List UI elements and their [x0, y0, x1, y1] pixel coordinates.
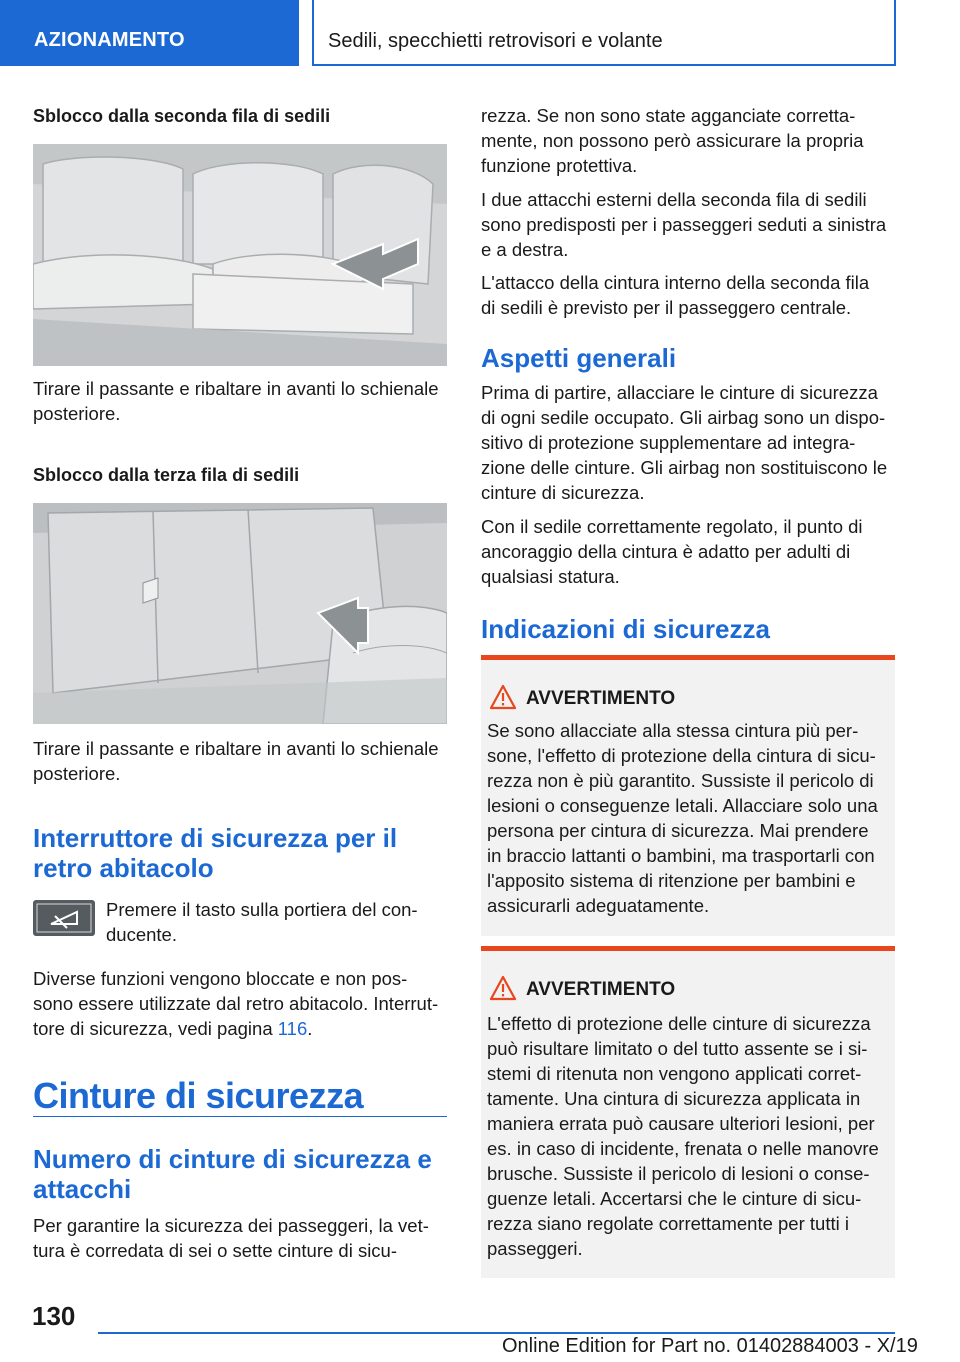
- belt-count-paragraph: Per garantire la sicurezza dei passeggeri, la vet- tura è corredata di sei o sette cinture di sicu-: [33, 1215, 429, 1261]
- continued-paragraph-1: rezza. Se non sono state agganciate corretta- mente, non possono però assicurare la propria funzione protettiva.: [481, 105, 864, 176]
- chapter-heading-seatbelts: Cinture di sicurezza: [33, 1075, 364, 1116]
- heading-belt-count: Numero di cinture di sicurezza e attacchi: [33, 1144, 432, 1204]
- warning-triangle-icon: [489, 975, 517, 1001]
- seat-illustration-third-row: [33, 503, 447, 724]
- warning-body-1: Se sono allacciate alla stessa cintura più per- sone, l'effetto di protezione della cintura di sicu- rezza non è più garantito. Sussiste il pericolo di lesioni o conseguenze letali. Allacciare solo una persona per cintura di sicurezza. Mai prendere in braccio lattanti o bambini, ma trasportarli con l'apposito sistema di ritenzione per bambini e assicurarli adeguatamente.: [487, 720, 878, 916]
- child-lock-paragraph-end: .: [307, 1018, 313, 1039]
- child-lock-instruction: Premere il tasto sulla portiera del con- ducente.: [106, 899, 418, 945]
- child-lock-paragraph-text: Diverse funzioni vengono bloccate e non pos- sono essere utilizzate dal retro abitacolo. Interrut- tore di sicurezza, vedi pagina: [33, 968, 439, 1039]
- warning-box-2: [481, 946, 895, 1278]
- chapter-tab: [312, 0, 896, 66]
- figure-second-row-seats: [33, 144, 447, 366]
- heading-child-lock: Interruttore di sicurezza per il retro abitacolo: [33, 823, 398, 883]
- subheading-third-row: Sblocco dalla terza fila di sedili: [33, 465, 300, 485]
- child-lock-paragraph: [33, 966, 453, 1041]
- continued-paragraph-3: L'attacco della cintura interno della seconda fila di sedili è previsto per il passeggero centrale.: [481, 272, 870, 318]
- heading-general: Aspetti generali: [481, 343, 677, 373]
- section-tab: [0, 0, 299, 66]
- warning-triangle-icon: [489, 684, 517, 710]
- section-title: AZIONAMENTO: [34, 29, 185, 51]
- warning-box-1: [481, 655, 895, 936]
- subheading-second-row: Sblocco dalla seconda fila di sedili: [33, 106, 331, 126]
- child-lock-switch-icon: [33, 900, 95, 936]
- warning-title-2: AVVERTIMENTO: [526, 979, 676, 1000]
- caption-third-row: Tirare il passante e ribaltare in avanti lo schienale posteriore.: [33, 738, 439, 784]
- continued-paragraph-2: I due attacchi esterni della seconda fila di sedili sono predisposti per i passeggeri seduti a sinistra e a destra.: [481, 189, 887, 260]
- footer-rule: [98, 1332, 895, 1334]
- figure-third-row-seats: [33, 503, 447, 724]
- warning-body-2: L'effetto di protezione delle cinture di sicurezza può risultare limitato o del tutto assente se i si- stemi di ritenuta non vengono applicati corret- tamente. Una cintura di sicurezza applicata in maniera errata può causare ulteriori lesioni, per es. in caso di incidente, frenata o nelle manovre brusche. Sussiste il pericolo di lesioni o conse- guenze letali. Accertarsi che le cinture di sicu- rezza siano regolate correttamente per tutti i passeggeri.: [487, 1013, 879, 1259]
- heading-rule: [33, 1116, 447, 1117]
- page-reference-link[interactable]: 116: [277, 1018, 308, 1039]
- warning-title-1: AVVERTIMENTO: [526, 688, 676, 709]
- chapter-title: Sedili, specchietti retrovisori e volante: [328, 30, 663, 52]
- edition-note: Online Edition for Part no. 01402884003 - X/19: [502, 1335, 918, 1357]
- general-paragraph-2: Con il sedile correttamente regolato, il punto di ancoraggio della cintura è adatto per adulti di qualsiasi statura.: [481, 516, 863, 587]
- caption-second-row: Tirare il passante e ribaltare in avanti lo schienale posteriore.: [33, 378, 439, 424]
- seat-illustration: [33, 144, 447, 366]
- page-number: 130: [32, 1301, 76, 1331]
- heading-safety: Indicazioni di sicurezza: [481, 614, 770, 644]
- general-paragraph-1: Prima di partire, allacciare le cinture di sicurezza di ogni sedile occupato. Gli airbag sono un dispo- sitivo di protezione supplementare ad integra- zione delle cinture. Gli airbag non sostituiscono le cinture di sicurezza.: [481, 382, 888, 503]
